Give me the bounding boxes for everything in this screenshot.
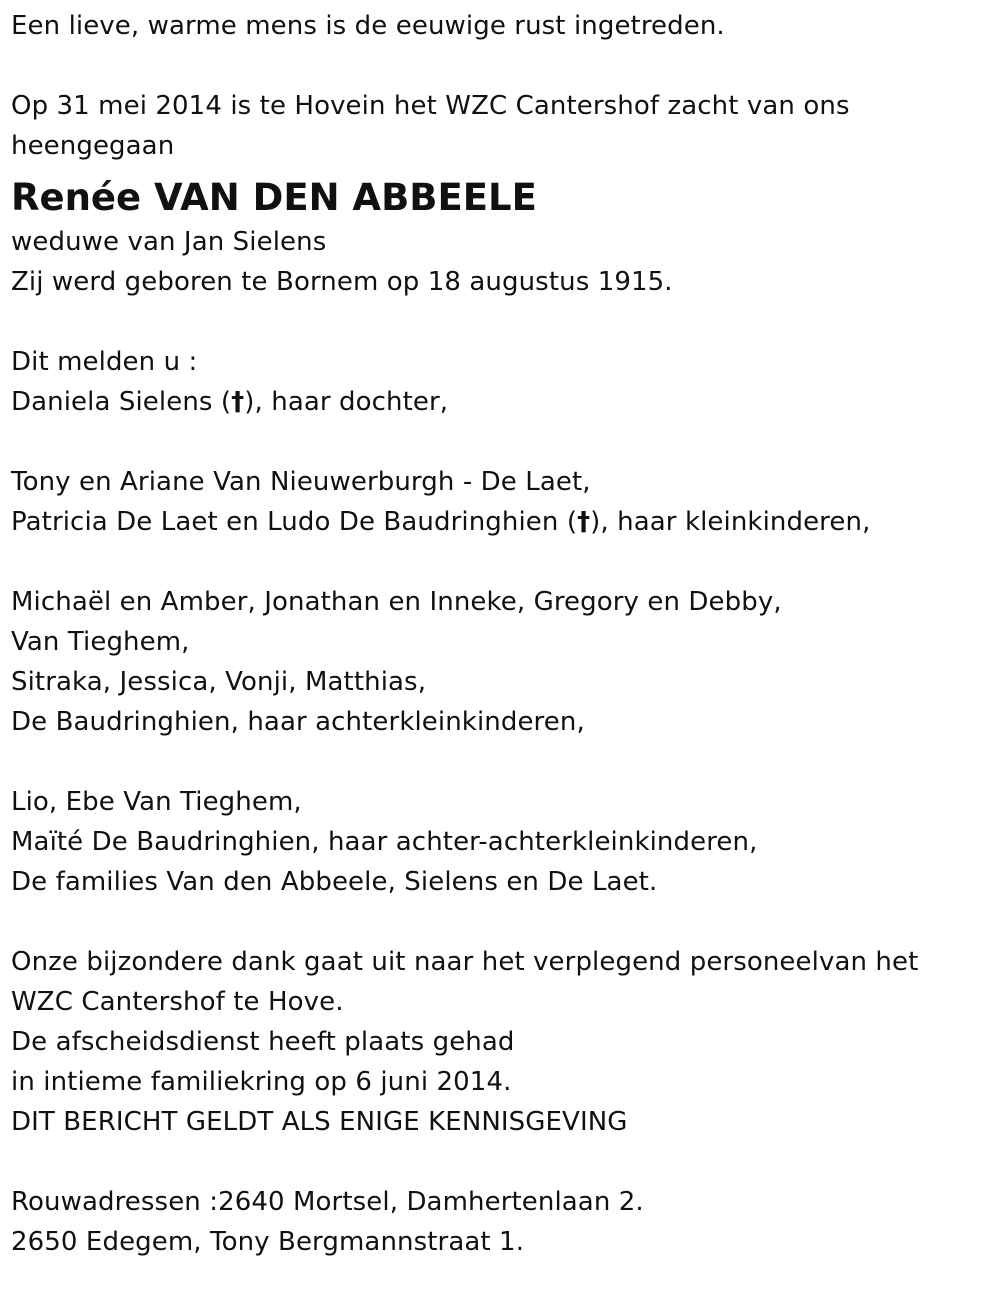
spacer: [11, 1142, 991, 1182]
families-line: De families Van den Abbeele, Sielens en De Laet.: [11, 867, 658, 897]
great-grandchildren-line: De Baudringhien, haar achterkleinkinderen,: [11, 707, 585, 737]
great-great-grandchildren-line: Maïté De Baudringhien, haar achter-achterkleinkinderen,: [11, 827, 758, 857]
great-grandchildren-line: Van Tieghem,: [11, 627, 190, 657]
spacer: [11, 46, 991, 86]
daughter-line: [11, 382, 991, 422]
deceased-name: Renée VAN DEN ABBEELE: [11, 176, 537, 219]
spacer: [11, 422, 991, 462]
cross-icon: †: [231, 387, 245, 417]
daughter-name: Daniela Sielens (: [11, 387, 232, 417]
address-line-2: 2650 Edegem, Tony Bergmannstraat 1.: [11, 1227, 525, 1257]
intro-line: Een lieve, warme mens is de eeuwige rust ingetreden.: [11, 11, 725, 41]
great-grandchildren-line: Sitraka, Jessica, Vonji, Matthias,: [11, 667, 427, 697]
grandchildren-line-2: [11, 502, 991, 542]
cross-icon: †: [577, 507, 591, 537]
spacer: [11, 742, 991, 782]
announcers-heading: Dit melden u :: [11, 347, 198, 377]
spacer: [11, 902, 991, 942]
death-announcement-line-2: heengegaan: [11, 131, 175, 161]
grandchildren-names: Patricia De Laet en Ludo De Baudringhien (: [11, 507, 578, 537]
service-line: De afscheidsdienst heeft plaats gehad: [11, 1027, 515, 1057]
great-great-grandchildren-line: Lio, Ebe Van Tieghem,: [11, 787, 302, 817]
thanks-line-2: WZC Cantershof te Hove.: [11, 987, 344, 1017]
grandchildren-line: Tony en Ariane Van Nieuwerburgh - De Laet,: [11, 467, 591, 497]
obituary-document: [11, 6, 991, 1262]
grandchildren-relation: ), haar kleinkinderen,: [590, 507, 871, 537]
thanks-line: Onze bijzondere dank gaat uit naar het verplegend personeelvan het: [11, 947, 919, 977]
birth-line: Zij werd geboren te Bornem op 18 augustus 1915.: [11, 267, 673, 297]
notice-line: DIT BERICHT GELDT ALS ENIGE KENNISGEVING: [11, 1107, 628, 1137]
great-grandchildren-line: Michaël en Amber, Jonathan en Inneke, Gregory en Debby,: [11, 587, 782, 617]
service-line-2: in intieme familiekring op 6 juni 2014.: [11, 1067, 512, 1097]
death-announcement-line: Op 31 mei 2014 is te Hovein het WZC Cantershof zacht van ons: [11, 91, 850, 121]
widow-of-line: weduwe van Jan Sielens: [11, 227, 327, 257]
daughter-relation: ), haar dochter,: [244, 387, 449, 417]
address-line: Rouwadressen :2640 Mortsel, Damhertenlaan 2.: [11, 1187, 644, 1217]
spacer: [11, 302, 991, 342]
spacer: [11, 542, 991, 582]
